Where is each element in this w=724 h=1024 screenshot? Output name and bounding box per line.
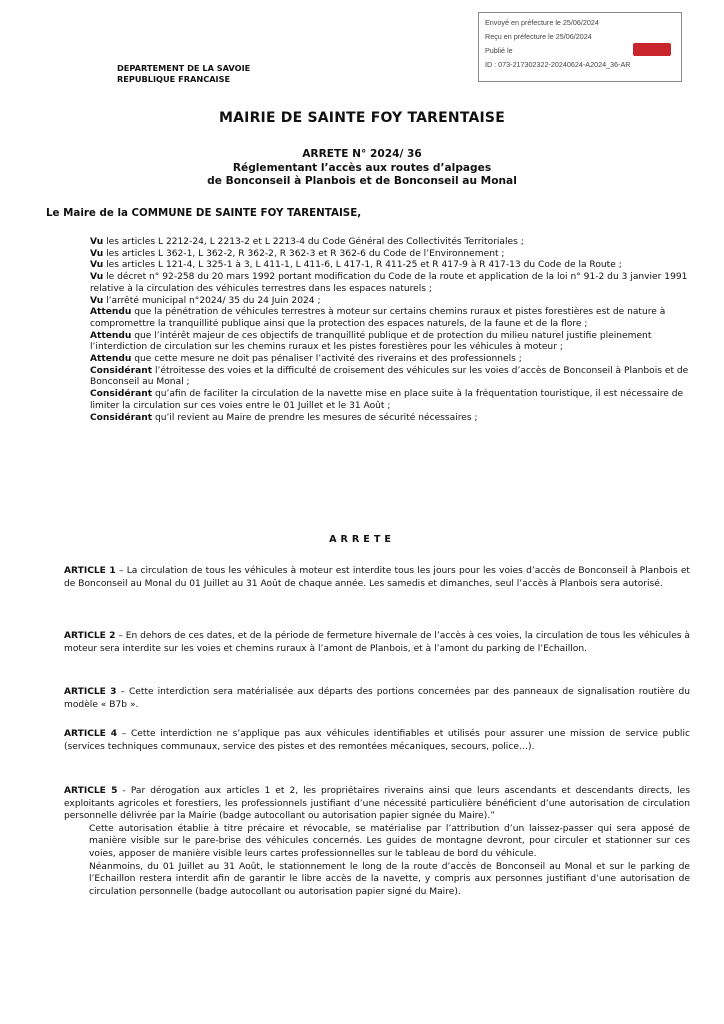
visa-item: Attendu que la pénétration de véhicules terrestres à moteur sur certains chemins ruraux et pistes forestières est de nature à compromettre la tranquillité publique ainsi que la protection des espaces naturels, de la faune et de la flore ;	[90, 307, 666, 329]
visa-item: Considérant qu’afin de faciliter la circulation de la navette mise en place suite à la fréquentation touristique, il est nécessaire de limiter la circulation sur ces voies entre le 01 Juillet et le 31 Août ;	[90, 389, 684, 411]
visa-item: Vu le décret n° 92-258 du 20 mars 1992 portant modification du Code de la route et application de la loi n° 91-2 du 3 janvier 1991 relative à la circulation des véhicules terrestres dans les espaces naturels ;	[90, 272, 688, 294]
visa-item: Vu les articles L 2212-24, L 2213-2 et L 2213-4 du Code Général des Collectivités Territoriales ;	[90, 237, 524, 247]
visa-item: Considérant l’étroitesse des voies et la difficulté de croisement des véhicules sur les voies d’accès de Bonconseil à Planbois et de Bonconseil au Monal ;	[90, 365, 689, 388]
stamp-published: Publié le	[485, 46, 513, 55]
arrete-heading: ARRETE	[329, 534, 395, 545]
arrete-number: ARRETE N° 2024/ 36	[302, 148, 422, 160]
visa-item: Attendu que l’intérêt majeur de ces objectifs de tranquillité publique et de protection du milieu naturel justifie pleinement l’interdiction de circulation sur les chemins ruraux et les pistes forestières pour les véhicules à moteur ;	[90, 330, 652, 353]
article-text: Néanmoins, du 01 Juillet au 31 Août, le stationnement le long de la route d’accès de Bonconseil au Monal et sur le parking de l’Echaillon restera interdit afin de garantir le libre accès de la navette, y compris aux personnes justifiant d’une autorisation de circulation personnelle (badge autocollant ou autorisation papier signé du Maire).	[89, 861, 690, 897]
maire-line: Le Maire de la COMMUNE DE SAINTE FOY TARENTAISE,	[46, 207, 362, 219]
arrete-subtitle-1: Réglementant l’accès aux routes d’alpages	[232, 161, 492, 174]
article-label: ARTICLE 5	[64, 786, 118, 796]
article-text: – Cette interdiction ne s’applique pas aux véhicules identifiables et utilisés pour assurer une mission de service public (services techniques communaux, service des pistes et des remontées mécaniques, secours, police…).	[64, 729, 690, 752]
article-text: – Cette interdiction sera matérialisée aux départs des portions concernées par des panneaux de signalisation routière du modèle « B7b ».	[64, 687, 690, 710]
stamp-sent: Envoyé en préfecture le 25/06/2024	[485, 18, 599, 27]
article-1	[64, 565, 690, 590]
visa-item: Vu l’arrêté municipal n°2024/ 35 du 24 Juin 2024 ;	[90, 295, 321, 306]
article-4	[64, 728, 690, 753]
article-text: - Par dérogation aux articles 1 et 2, les propriétaires riverains ainsi que leurs ascendants et descendants directs, les exploitants agricoles et forestiers, les professionnels justifiant d’une nécessité particulière bénéficient d’une autorisation de circulation personnelle délivrée par la Mairie (badge autocollant ou autorisation papier signée du Maire).”	[64, 786, 690, 822]
visa-item: Vu les articles L 121-4, L 325-1 à 3, L 411-1, L 411-6, L 417-1, R 411-25 et R 417-9 à R 417-13 du Code de la Route ;	[90, 260, 622, 271]
stamp-id: ID : 073-217302322-20240624-A2024_36-AR	[485, 60, 631, 69]
visa-item: Vu les articles L 362-1, L 362-2, R 362-2, R 362-3 et R 362-6 du Code de l’Environnement ;	[90, 248, 505, 259]
article-text: – En dehors de ces dates, et de la période de fermeture hivernale de l’accès à ces voies, la circulation de tous les véhicules à moteur sera interdite sur les voies et chemins ruraux à l’amont de Planbois, et à l’amont du parking de l’Echaillon.	[64, 631, 690, 654]
article-label: ARTICLE 4	[64, 729, 118, 739]
department-name: DEPARTEMENT DE LA SAVOIE	[117, 63, 251, 73]
arrete-subtitle-2: de Bonconseil à Planbois et de Bonconseil au Monal	[207, 175, 517, 188]
article-5	[64, 785, 690, 898]
article-text: – La circulation de tous les véhicules à moteur est interdite tous les jours pour les voies d’accès de Bonconseil à Planbois et de Bonconseil au Monal du 01 Juillet au 31 Août de chaque année. Les samedis et dimanches, seul l’accès à Planbois sera autorisé.	[64, 566, 690, 589]
arrete-title-block	[0, 148, 724, 189]
department-header	[117, 63, 250, 84]
visa-item: Attendu que cette mesure ne doit pas pénaliser l’activité des riverains et des professionnels ;	[90, 354, 522, 365]
article-label: ARTICLE 1	[64, 566, 116, 576]
visa-item: Considérant qu’il revient au Maire de prendre les mesures de sécurité nécessaires ;	[90, 412, 478, 423]
republic-name: REPUBLIQUE FRANCAISE	[117, 73, 231, 84]
berger-levrault-logo	[633, 43, 671, 56]
prefecture-stamp	[478, 12, 682, 82]
article-2	[64, 630, 690, 655]
article-label: ARTICLE 3	[64, 687, 117, 697]
mairie-title: MAIRIE DE SAINTE FOY TARENTAISE	[219, 110, 505, 126]
article-label: ARTICLE 2	[64, 631, 116, 641]
visas-list	[90, 237, 690, 424]
stamp-received: Reçu en préfecture le 25/06/2024	[485, 32, 592, 41]
article-text: Cette autorisation établie à titre précaire et révocable, se matérialise par l’attribution d’un laissez-passer qui sera apposé de manière visible sur le pare-brise des véhicules concernés. Les guides de montagne devront, pour circuler et stationner sur ces voies, apposer de manière visible leurs cartes professionnelles sur le tableau de bord du véhicule.	[89, 823, 690, 859]
article-3	[64, 686, 690, 711]
